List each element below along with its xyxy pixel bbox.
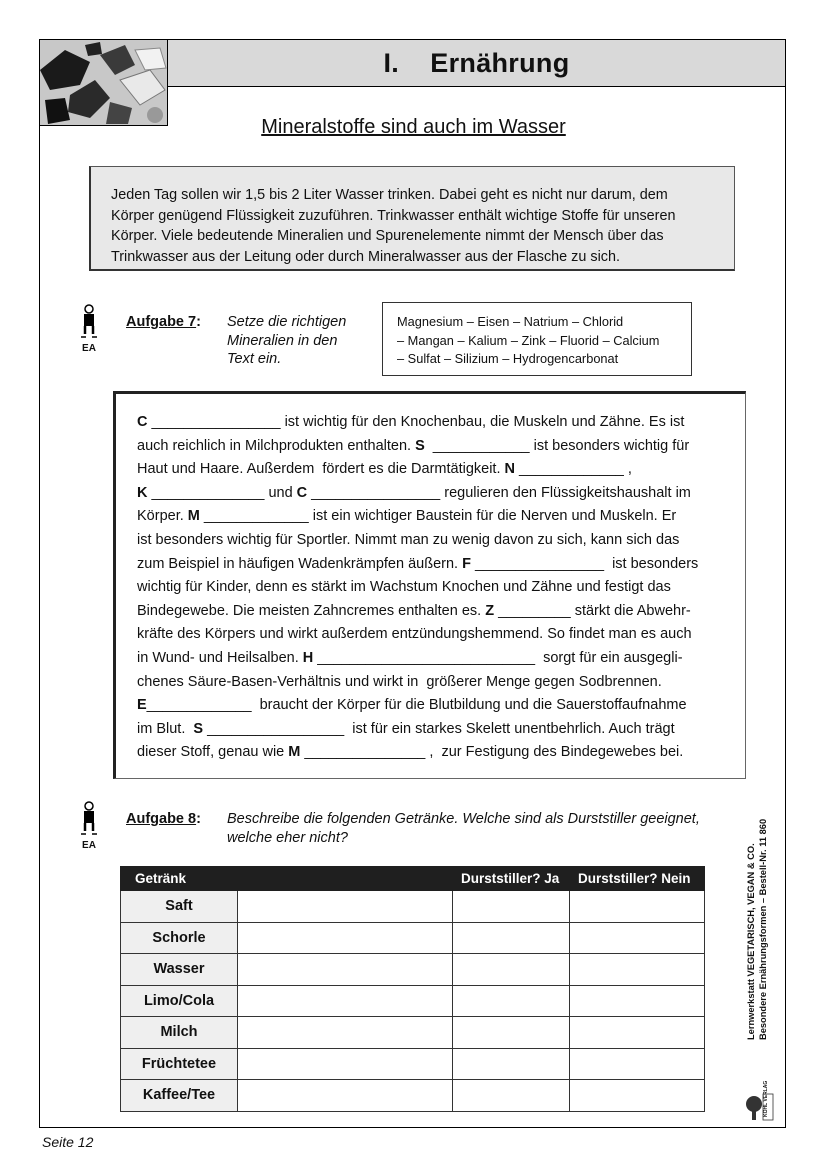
blank-initial: Z [485, 602, 495, 619]
cloze-text: _____________ , [515, 461, 632, 478]
sidebar-line: Besondere Ernährungsformen – Bestell-Nr. 11 860 [758, 818, 768, 1040]
word-bank-line: – Mangan – Kalium – Zink – Fluorid – Calcium [397, 332, 660, 348]
cloze-text: _________ stärkt die Abwehr- [494, 602, 691, 619]
drink-name: Schorle [121, 922, 238, 954]
header-thirst-yes: Durststiller? Ja [453, 867, 570, 891]
drink-name: Früchtetee [121, 1048, 238, 1080]
cloze-text: ______________ und [147, 484, 297, 501]
cloze-line [137, 482, 729, 506]
task8-label: Aufgabe 8: [126, 811, 201, 827]
drinks-table-header-row [121, 867, 705, 891]
ea-label: EA [82, 343, 96, 354]
table-row [121, 985, 705, 1017]
drink-name: Wasser [121, 954, 238, 986]
cloze-text: zum Beispiel in häufigen Wadenkrämpfen äußern. [137, 555, 463, 572]
cloze-text: ___________________________ sorgt für ein ausgegli- [313, 649, 683, 666]
description-cell[interactable] [238, 1080, 453, 1112]
cloze-text: ________________ ist wichtig für den Knochenbau, die Muskeln und Zähne. Es ist [147, 414, 685, 430]
cloze-text: dieser Stoff, genau wie [137, 744, 289, 761]
intro-box [89, 166, 735, 271]
cloze-text: Haut und Haare. Außerdem fördert es die Darmtätigkeit. [137, 461, 505, 478]
cloze-line [137, 718, 729, 742]
person-icon [79, 304, 99, 340]
cloze-line [137, 505, 729, 529]
thirst-yes-cell[interactable] [453, 985, 570, 1017]
table-row [121, 922, 705, 954]
cloze-text: Bindegewebe. Die meisten Zahncremes enthalten es. [137, 602, 486, 619]
publisher-sidebar [745, 700, 785, 1040]
thirst-yes-cell[interactable] [453, 922, 570, 954]
cloze-text: ____________ ist besonders wichtig für [424, 437, 690, 454]
table-row [121, 1017, 705, 1049]
thirst-no-cell[interactable] [570, 1048, 705, 1080]
task7-instruction-line: Setze die richtigen [227, 314, 347, 330]
cloze-line [137, 741, 729, 765]
thirst-yes-cell[interactable] [453, 1080, 570, 1112]
blank-initial: N [504, 461, 515, 478]
thirst-yes-cell[interactable] [453, 1017, 570, 1049]
task7-colon: : [196, 314, 201, 330]
ea-badge-task7 [79, 304, 99, 354]
header-photo-minerals [40, 40, 168, 126]
intro-line: Trinkwasser aus der Leitung oder durch Mineralwasser aus der Flasche zu sich. [111, 248, 620, 265]
thirst-no-cell[interactable] [570, 954, 705, 986]
word-bank-line: – Sulfat – Silizium – Hydrogencarbonat [397, 351, 619, 366]
cloze-text: auch reichlich in Milchprodukten enthalten. [137, 437, 416, 454]
cloze-text: _______________ , zur Festigung des Bindegewebes bei. [300, 744, 684, 761]
cloze-text: ist besonders wichtig für Sportler. Nimmt man zu wenig davon zu sich, kann sich das [137, 531, 680, 548]
task7-instruction [227, 313, 346, 369]
table-row [121, 891, 705, 923]
sidebar-line: Lernwerkstatt VEGETARISCH, VEGAN & CO. [746, 843, 756, 1040]
blank-initial: K [137, 484, 148, 501]
thirst-yes-cell[interactable] [453, 1048, 570, 1080]
tree-logo-icon [744, 1090, 776, 1122]
thirst-no-cell[interactable] [570, 985, 705, 1017]
task7-instruction-line: Mineralien in den [227, 332, 338, 349]
cloze-line [137, 411, 729, 435]
thirst-no-cell[interactable] [570, 891, 705, 923]
blank-initial: M [288, 744, 301, 761]
blank-initial: H [302, 649, 314, 666]
table-row [121, 954, 705, 986]
blank-initial: F [462, 555, 471, 572]
cloze-text: _________________ ist für ein starkes Skelett unentbehrlich. Auch trägt [203, 720, 675, 737]
logo-text: KOHL VERLAG [763, 1080, 769, 1117]
description-cell[interactable] [238, 985, 453, 1017]
blank-initial: C [137, 414, 148, 430]
drink-name: Saft [121, 891, 238, 923]
cloze-line [137, 694, 729, 718]
intro-line: Körper genügend Flüssigkeit zuzuführen. Trinkwasser enthält wichtige Stoffe für unseren [111, 207, 676, 224]
chapter-title: I. Ernährung [383, 47, 570, 78]
ea-badge-task8 [79, 801, 99, 851]
header-drink: Getränk [121, 867, 453, 891]
word-bank [382, 302, 692, 376]
cloze-line [137, 576, 729, 600]
cloze-text: in Wund- und Heilsalben. [137, 649, 303, 666]
thirst-no-cell[interactable] [570, 922, 705, 954]
thirst-no-cell[interactable] [570, 1080, 705, 1112]
cloze-text: ________________ ist besonders [470, 555, 699, 572]
drink-name: Limo/Cola [121, 985, 238, 1017]
cloze-text: im Blut. [137, 720, 194, 737]
blank-initial: C [296, 484, 308, 501]
header-thirst-no: Durststiller? Nein [570, 867, 705, 891]
cloze-text: chenes Säure-Basen-Verhältnis und wirkt in größerer Menge gegen Sodbrennen. [137, 673, 662, 690]
table-row [121, 1048, 705, 1080]
task8-instruction [227, 810, 700, 847]
drinks-table [120, 866, 705, 1112]
table-row [121, 1080, 705, 1112]
blank-initial: M [187, 508, 200, 525]
task7-instruction-line: Text ein. [227, 351, 282, 367]
person-icon [79, 801, 99, 837]
thirst-yes-cell[interactable] [453, 954, 570, 986]
intro-line: Körper. Viele bedeutende Mineralien und Spurenelemente nimmt der Mensch über das [111, 228, 664, 244]
task8-colon: : [196, 811, 201, 827]
cloze-text: ________________ regulieren den Flüssigkeitshaushalt im [307, 484, 691, 501]
cloze-line [137, 623, 729, 647]
thirst-yes-cell[interactable] [453, 891, 570, 923]
description-cell[interactable] [238, 1048, 453, 1080]
drink-name: Milch [121, 1017, 238, 1049]
page-subtitle: Mineralstoffe sind auch im Wasser [261, 116, 566, 138]
intro-line: Jeden Tag sollen wir 1,5 bis 2 Liter Wasser trinken. Dabei geht es nicht nur darum, dem [111, 187, 668, 203]
thirst-no-cell[interactable] [570, 1017, 705, 1049]
cloze-text: Körper. [137, 508, 188, 525]
task8-instruction-line: welche eher nicht? [227, 829, 348, 846]
cloze-text: kräfte des Körpers und wirkt außerdem entzündungshemmend. So findet man es auch [137, 626, 692, 643]
cloze-line [137, 435, 729, 459]
cloze-line [137, 671, 729, 695]
task8-instruction-line: Beschreibe die folgenden Getränke. Welche sind als Durststiller geeignet, [227, 811, 700, 827]
cloze-text: wichtig für Kinder, denn es stärkt im Wachstum Knochen und Zähne und festigt das [137, 579, 671, 596]
cloze-line [137, 529, 729, 553]
drink-name: Kaffee/Tee [121, 1080, 238, 1112]
cloze-line [137, 647, 729, 671]
cloze-line [137, 600, 729, 624]
cloze-text: _____________ ist ein wichtiger Baustein für die Nerven und Muskeln. Er [199, 508, 677, 525]
cloze-line [137, 553, 729, 577]
chapter-header [168, 40, 785, 87]
description-cell[interactable] [238, 922, 453, 954]
description-cell[interactable] [238, 954, 453, 986]
cloze-text: _____________ braucht der Körper für die Blutbildung und die Sauerstoffaufnahme [146, 697, 687, 714]
cloze-line [137, 458, 729, 482]
blank-initial: E [137, 697, 147, 714]
ea-label: EA [82, 840, 96, 851]
word-bank-line: Magnesium – Eisen – Natrium – Chlorid [397, 314, 624, 329]
blank-initial: S [415, 437, 425, 454]
page-number: Seite 12 [42, 1134, 94, 1150]
cloze-text-box [113, 391, 746, 779]
task7-label: Aufgabe 7: [126, 314, 201, 330]
description-cell[interactable] [238, 1017, 453, 1049]
description-cell[interactable] [238, 891, 453, 923]
publisher-logo [744, 1080, 776, 1122]
blank-initial: S [193, 720, 204, 737]
